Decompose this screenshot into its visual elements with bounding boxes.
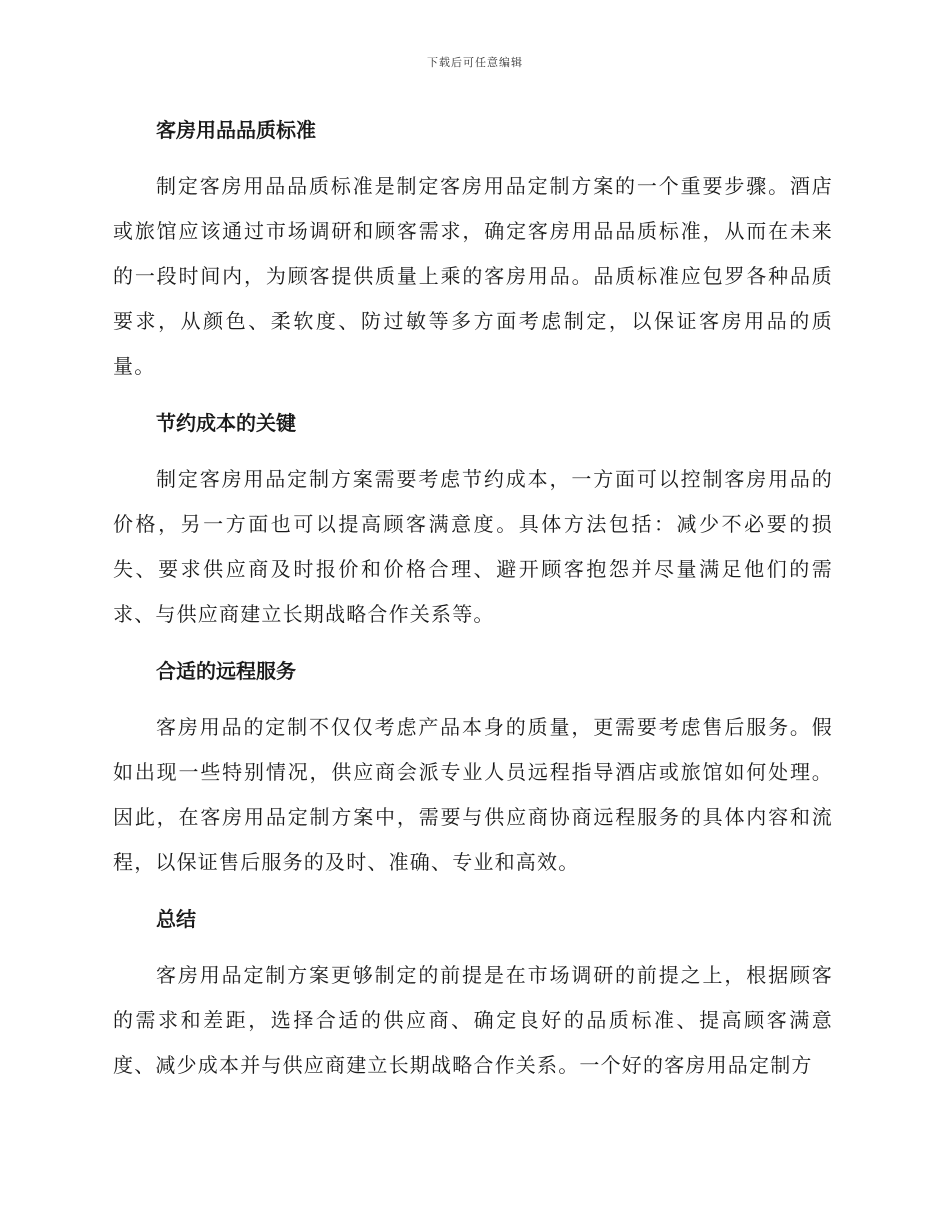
section-body-remote-service: 客房用品的定制不仅仅考虑产品本身的质量，更需要考虑售后服务。假如出现一些特别情况，供应商会派专业人员远程指导酒店或旅馆如何处理。因此，在客房用品定制方案中，需要与供应商协商远程服务的具体内容和流程，以保证售后服务的及时、准确、专业和高效。 [113,715,833,874]
document-body [113,108,833,1088]
section-title-cost-saving: 节约成本的关键 [156,411,296,435]
section-body-summary: 客房用品定制方案更够制定的前提是在市场调研的前提之上，根据顾客的需求和差距，选择合适的供应商、确定良好的品质标准、提高顾客满意度、减少成本并与供应商建立长期战略合作关系。一个好的客房用品定制方 [113,963,833,1077]
section-body-quality-standard: 制定客房用品品质标准是制定客房用品定制方案的一个重要步骤。酒店或旅馆应该通过市场调研和顾客需求，确定客房用品品质标准，从而在未来的一段时间内，为顾客提供质量上乘的客房用品。品质标准应包罗各种品质要求，从颜色、柔软度、防过敏等多方面考虑制定，以保证客房用品的质量。 [113,174,833,378]
section-body-cost-saving: 制定客房用品定制方案需要考虑节约成本，一方面可以控制客房用品的价格，另一方面也可以提高顾客满意度。具体方法包括：减少不必要的损失、要求供应商及时报价和价格合理、避开顾客抱怨并尽量满足他们的需求、与供应商建立长期战略合作关系等。 [113,467,833,626]
section-title-quality-standard: 客房用品品质标准 [156,118,316,142]
section-title-summary: 总结 [156,907,196,931]
section-title-remote-service: 合适的远程服务 [156,659,296,683]
page-header: 下载后可任意编辑 [427,56,523,69]
